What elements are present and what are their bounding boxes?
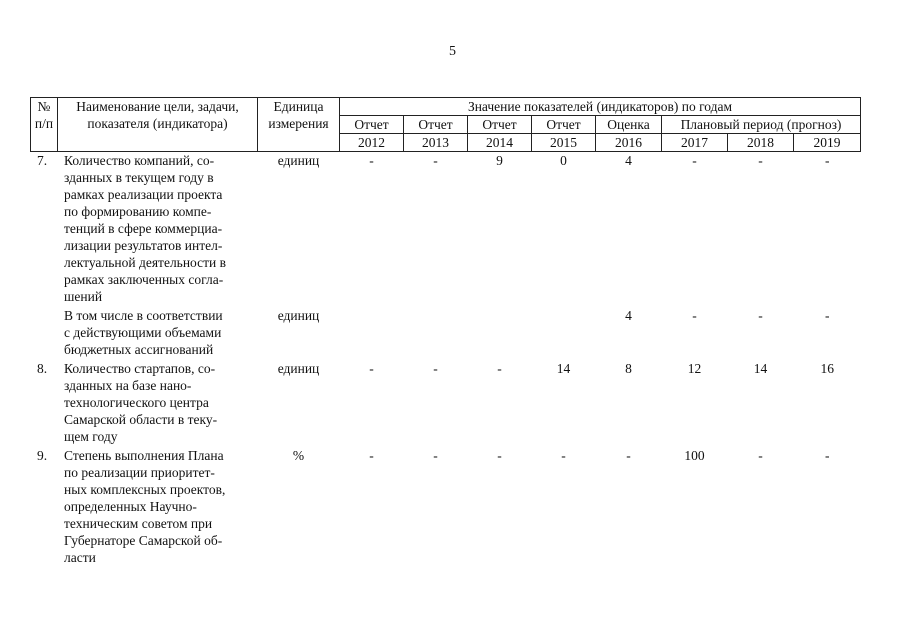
header-planned-year: 2018 [728, 134, 794, 152]
table-header [31, 98, 861, 152]
table-row [31, 447, 861, 568]
row-unit: единиц [277, 361, 320, 376]
row-num: 8. [37, 361, 48, 376]
row-name: Степень выполнения Плана по реализации приоритет- ных комплексных проектов, определенных Научно- техническим советом при Губернаторе Самарской об- ласти [64, 448, 226, 565]
row-value: 14 [753, 361, 768, 376]
row-value: - [433, 448, 438, 463]
row-value: - [561, 448, 566, 463]
table-row [31, 152, 861, 308]
row-value: - [692, 153, 697, 168]
header-name: Наименование цели, задачи, показателя (индикатора) [58, 98, 258, 152]
table-row [31, 360, 861, 447]
header-planned-year: 2017 [662, 134, 728, 152]
row-value: - [369, 153, 374, 168]
indicators-table [30, 97, 861, 568]
row-value: - [825, 153, 830, 168]
row-value: 16 [820, 361, 834, 376]
header-col-year: 2014 [468, 134, 532, 152]
row-value: 4 [625, 153, 632, 168]
row-value: - [497, 448, 502, 463]
row-value: - [825, 308, 830, 323]
row-name: Количество компаний, со- зданных в текущем году в рамках реализации проекта по формированию компе- тенций в сфере коммерциа- лизации результатов интел- лектуальной деятельности в рамках заключенных согла- шений [64, 153, 227, 304]
row-value: - [433, 361, 438, 376]
row-value: 9 [496, 153, 503, 168]
row-unit: % [292, 448, 305, 463]
table-row [31, 307, 861, 360]
row-value: 0 [560, 153, 567, 168]
row-unit: единиц [277, 153, 320, 168]
row-value: - [692, 308, 697, 323]
row-value: - [758, 153, 763, 168]
header-num: № п/п [31, 98, 58, 152]
header-unit: Единица измерения [258, 98, 340, 152]
header-col-label: Отчет [468, 116, 532, 134]
header-planned-year: 2019 [794, 134, 861, 152]
table-body [31, 152, 861, 569]
row-value: - [626, 448, 631, 463]
row-value: 14 [556, 361, 571, 376]
row-num: 9. [37, 448, 48, 463]
page-number: 5 [449, 44, 456, 59]
row-value: - [369, 448, 374, 463]
row-value: - [369, 361, 374, 376]
header-col-label: Отчет [532, 116, 596, 134]
header-col-year: 2016 [596, 134, 662, 152]
row-value: - [433, 153, 438, 168]
row-value: 100 [684, 448, 705, 463]
row-value: - [758, 308, 763, 323]
row-unit: единиц [277, 308, 320, 323]
row-value: 12 [687, 361, 702, 376]
row-value: - [497, 361, 502, 376]
row-value: 8 [625, 361, 632, 376]
row-num: 7. [37, 153, 48, 168]
row-num [31, 307, 58, 360]
row-value [404, 307, 468, 360]
row-name: В том числе в соответствии с действующими объемами бюджетных ассигнований [64, 308, 223, 357]
header-col-year: 2013 [404, 134, 468, 152]
header-col-year: 2015 [532, 134, 596, 152]
row-value [532, 307, 596, 360]
row-value: 4 [625, 308, 632, 323]
header-col-label: Отчет [404, 116, 468, 134]
header-col-label: Отчет [340, 116, 404, 134]
row-value [340, 307, 404, 360]
row-value: - [758, 448, 763, 463]
row-name: Количество стартапов, со- зданных на базе нано- технологического центра Самарской области в теку- щем году [64, 361, 218, 444]
header-planned-group: Плановый период (прогноз) [662, 116, 861, 134]
row-value: - [825, 448, 830, 463]
header-col-label: Оценка [596, 116, 662, 134]
header-col-year: 2012 [340, 134, 404, 152]
header-values-group: Значение показателей (индикаторов) по годам [340, 98, 861, 116]
row-value [468, 307, 532, 360]
